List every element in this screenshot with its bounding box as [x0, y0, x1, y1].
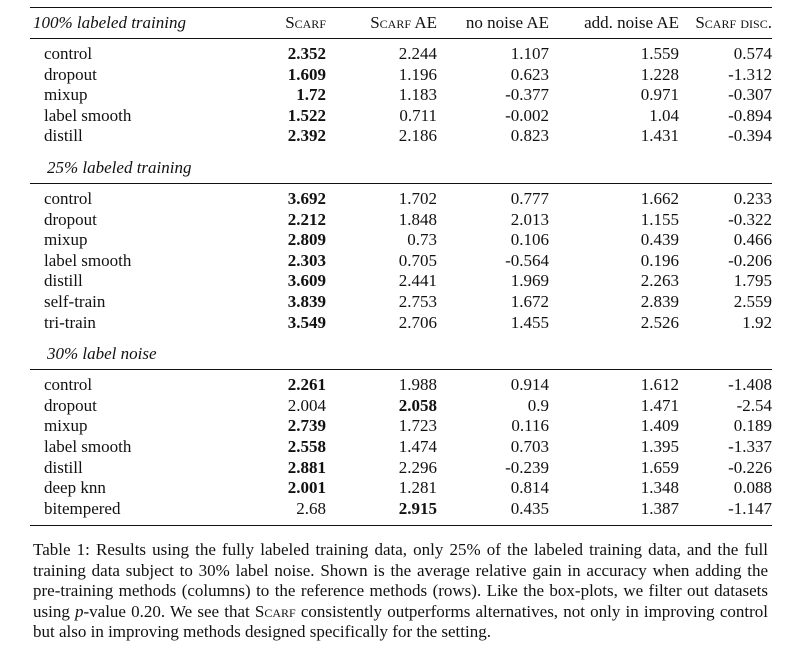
- header-no-noise-ae: no noise AE: [465, 13, 549, 32]
- header-add-noise-ae: add. noise AE: [584, 13, 679, 32]
- table-cell: 0.466: [733, 230, 772, 250]
- row-method-label: label smooth: [44, 105, 132, 125]
- table-row: [30, 210, 772, 231]
- row-method-label: label smooth: [44, 436, 132, 456]
- table-cell: 1.702: [398, 188, 437, 208]
- table-cell: 1.72: [296, 85, 326, 105]
- table-row: [30, 396, 772, 417]
- table-row: [30, 44, 772, 65]
- table-cell: 0.777: [510, 188, 549, 208]
- table-row: [30, 85, 772, 106]
- table-cell: 2.013: [510, 209, 549, 229]
- section-title: 30% label noise: [47, 344, 157, 364]
- table-cell: 3.692: [287, 188, 326, 208]
- table-row: [30, 478, 772, 499]
- table-cell: 2.739: [287, 416, 326, 436]
- table-cell: 0.73: [407, 230, 437, 250]
- table-cell: 1.196: [398, 64, 437, 84]
- table-cell: 1.471: [640, 395, 679, 415]
- table-cell: 0.703: [510, 436, 549, 456]
- table-cell: 0.623: [510, 64, 549, 84]
- table-cell: -1.337: [728, 436, 772, 456]
- table-cell: 2.352: [287, 44, 326, 63]
- caption-scarf: Scarf: [254, 601, 296, 621]
- table-cell: 0.9: [527, 395, 549, 415]
- table-row: [30, 437, 772, 458]
- row-method-label: deep knn: [44, 478, 106, 498]
- row-method-label: label smooth: [44, 250, 132, 270]
- table-cell: 0.233: [733, 188, 772, 208]
- header-scarf: Scarf: [285, 13, 326, 32]
- table-cell: 1.969: [510, 271, 549, 291]
- table-cell: 1.92: [742, 312, 772, 332]
- table-cell: 0.823: [510, 126, 549, 146]
- table-cell: 2.526: [640, 312, 679, 332]
- table-row: [30, 313, 772, 334]
- table-cell: 0.088: [733, 478, 772, 498]
- table-row: [30, 230, 772, 251]
- table-cell: -0.206: [728, 250, 772, 270]
- table-cell: -0.394: [728, 126, 772, 146]
- row-method-label: control: [44, 44, 93, 63]
- table-cell: 1.155: [640, 209, 679, 229]
- table-cell: 2.004: [287, 395, 326, 415]
- table-cell: 0.711: [399, 105, 437, 125]
- table-cell: 2.558: [287, 436, 326, 456]
- table-cell: 1.522: [287, 105, 326, 125]
- row-method-label: mixup: [44, 85, 88, 105]
- table-cell: 2.881: [287, 457, 326, 477]
- row-method-label: mixup: [44, 230, 88, 250]
- caption-part-2: -value 0.20. We see that: [83, 601, 255, 621]
- table-cell: 1.659: [640, 457, 679, 477]
- table-row: [30, 499, 772, 520]
- table-cell: 1.559: [640, 44, 679, 63]
- table-cell: 3.839: [287, 291, 326, 311]
- row-method-label: self-train: [44, 291, 106, 311]
- caption-part-3: consistently outperforms alternatives, not only in improving control but also in improving methods designed specifically for the setting.: [33, 601, 768, 641]
- table-cell: 2.186: [398, 126, 437, 146]
- table-cell: -1.312: [728, 64, 772, 84]
- table-cell: -0.226: [728, 457, 772, 477]
- table-cell: 1.795: [733, 271, 772, 291]
- table-cell: 1.431: [640, 126, 679, 146]
- table-cell: 0.116: [511, 416, 549, 436]
- table-cell: 1.348: [640, 478, 679, 498]
- table-cell: 2.263: [640, 271, 679, 291]
- table-cell: -0.307: [728, 85, 772, 105]
- table-cell: 2.839: [640, 291, 679, 311]
- table-cell: -0.322: [728, 209, 772, 229]
- table-cell: 2.296: [398, 457, 437, 477]
- table-cell: 0.106: [510, 230, 549, 250]
- table-cell: 0.196: [640, 250, 679, 270]
- table-cell: 2.001: [287, 478, 326, 498]
- table-row: [30, 271, 772, 292]
- row-method-label: dropout: [44, 209, 97, 229]
- caption-part-1: Table 1: Results using the fully labeled training data, only 25% of the labeled training data, and the full training data subject to 30% label noise. Shown is the average relative gain in accuracy when adding the pre-training methods (columns) to the reference methods (rows). Like the box-plots, we filter out datasets using: [33, 540, 768, 621]
- table-row: [30, 292, 772, 313]
- table-cell: 2.441: [398, 271, 437, 291]
- table-row: [30, 251, 772, 272]
- table-cell: 2.915: [398, 498, 437, 518]
- table-row: [30, 106, 772, 127]
- results-table: [30, 7, 772, 526]
- table-cell: 1.848: [398, 209, 437, 229]
- row-method-label: mixup: [44, 416, 88, 436]
- table-cell: 2.753: [398, 291, 437, 311]
- table-header-row: [30, 8, 772, 38]
- row-method-label: bitempered: [44, 498, 121, 518]
- table-cell: -0.564: [505, 250, 549, 270]
- table-cell: 0.439: [640, 230, 679, 250]
- table-cell: 1.395: [640, 436, 679, 456]
- row-method-label: tri-train: [44, 312, 96, 332]
- table-cell: 1.723: [398, 416, 437, 436]
- table-cell: -0.894: [728, 105, 772, 125]
- table-cell: -0.377: [505, 85, 549, 105]
- table-cell: 2.058: [398, 395, 437, 415]
- table-cell: 1.387: [640, 498, 679, 518]
- row-method-label: dropout: [44, 64, 97, 84]
- table-cell: 2.559: [733, 291, 772, 311]
- table-cell: 1.04: [649, 105, 679, 125]
- table-cell: -1.408: [728, 375, 772, 395]
- table-cell: 1.409: [640, 416, 679, 436]
- table-cell: 2.706: [398, 312, 437, 332]
- table-cell: -2.54: [736, 395, 772, 415]
- caption-p-italic: p: [75, 601, 84, 621]
- table-row: [30, 416, 772, 437]
- table-cell: 1.609: [287, 64, 326, 84]
- table-cell: 1.988: [398, 375, 437, 395]
- header-scarf-ae: Scarf AE: [370, 13, 437, 32]
- table-cell: 1.672: [510, 291, 549, 311]
- table-cell: 0.189: [733, 416, 772, 436]
- table-row: [30, 189, 772, 210]
- table-row: [30, 126, 772, 147]
- table-cell: 3.549: [287, 312, 326, 332]
- table-cell: 0.814: [510, 478, 549, 498]
- table-cell: 2.68: [296, 498, 326, 518]
- row-method-label: distill: [44, 271, 83, 291]
- table-cell: 2.303: [287, 250, 326, 270]
- table-cell: 1.183: [398, 85, 437, 105]
- table-cell: 1.281: [398, 478, 437, 498]
- row-method-label: distill: [44, 457, 83, 477]
- table-cell: 0.705: [398, 250, 437, 270]
- table-cell: 0.914: [510, 375, 549, 395]
- table-cell: 0.971: [640, 85, 679, 105]
- row-method-label: dropout: [44, 395, 97, 415]
- table-cell: 1.107: [510, 44, 549, 63]
- table-row: [30, 65, 772, 86]
- table-cell: 1.662: [640, 188, 679, 208]
- table-body: [30, 39, 772, 525]
- table-cell: 3.609: [287, 271, 326, 291]
- table-cell: 2.212: [287, 209, 326, 229]
- table-row: [30, 375, 772, 396]
- table-cell: 2.392: [287, 126, 326, 146]
- table-cell: -1.147: [728, 498, 772, 518]
- row-method-label: control: [44, 375, 93, 395]
- table-cell: 1.474: [398, 436, 437, 456]
- table-bottom-rule: [30, 525, 772, 526]
- header-scarf-disc: Scarf disc.: [695, 13, 772, 32]
- table-cell: 2.809: [287, 230, 326, 250]
- table-cell: 1.228: [640, 64, 679, 84]
- table-cell: -0.239: [505, 457, 549, 477]
- table-cell: 1.612: [640, 375, 679, 395]
- section-title: 25% labeled training: [47, 157, 192, 177]
- table-row: [30, 458, 772, 479]
- table-cell: 2.244: [398, 44, 437, 63]
- section-title-100: 100% labeled training: [33, 13, 186, 32]
- row-method-label: distill: [44, 126, 83, 146]
- table-cell: 1.455: [510, 312, 549, 332]
- table-cell: 2.261: [287, 375, 326, 395]
- table-caption: [33, 540, 768, 643]
- table-cell: 0.435: [510, 498, 549, 518]
- table-cell: 0.574: [733, 44, 772, 63]
- row-method-label: control: [44, 188, 93, 208]
- table-cell: -0.002: [505, 105, 549, 125]
